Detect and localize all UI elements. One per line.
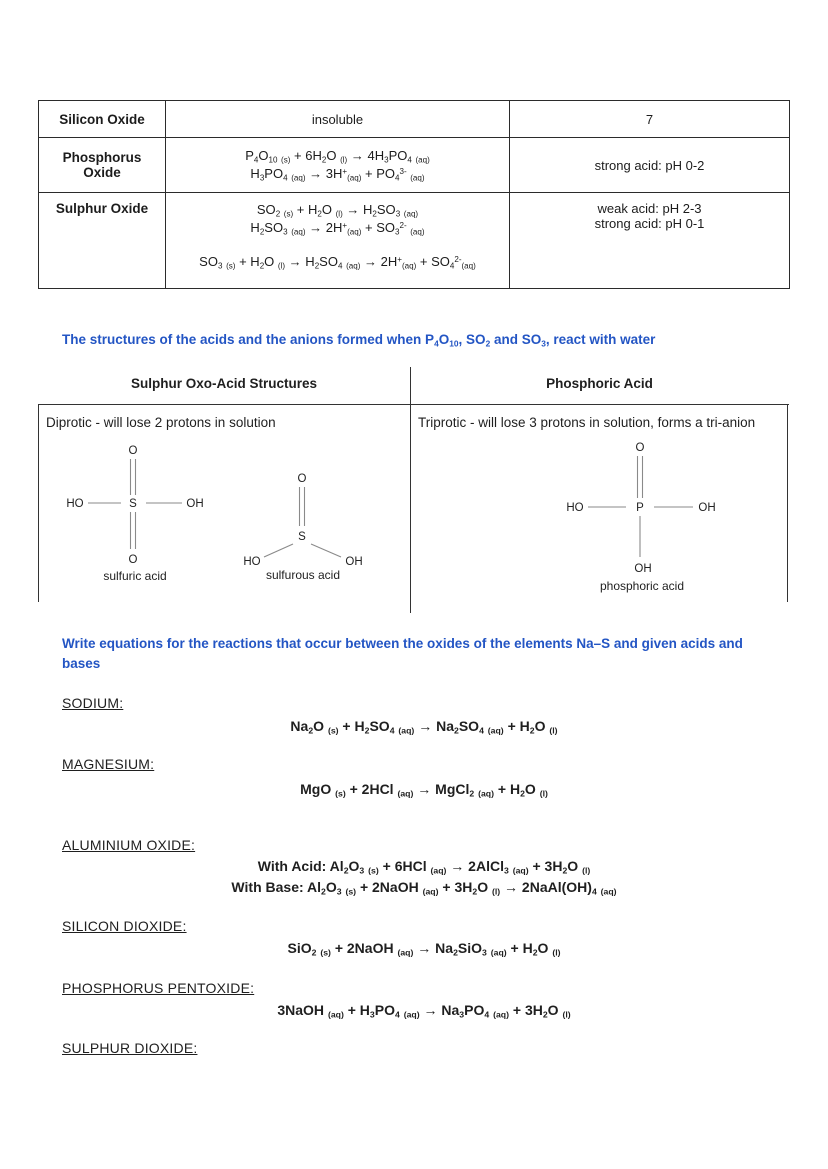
oxide-name-line: Oxide xyxy=(83,165,121,180)
chem-equation: $P_4O_{10}$ $_{(s)} + 6H_2O$ $_{(l)} \to 4H_3PO_4$ $_{(aq)}$ xyxy=(245,148,430,165)
oxide-ph-cell xyxy=(510,193,790,289)
chem-equation: $H_3PO_4$ $_{(aq)} \to 3H^+_{(aq)} + PO_4^{3-}$ $_{(aq)}$ xyxy=(250,166,425,183)
horizontal-rule xyxy=(38,404,789,405)
structure-caption: sulfuric acid xyxy=(103,569,167,583)
sodium-equation: $Na_2O$ $_{(s)} + H_2SO_4$ $_{(aq)} \to Na_2SO_4$ $_{(aq)} + H_2O$ $_{(l)}$ xyxy=(290,718,558,736)
table-row xyxy=(39,193,790,289)
atom-label: P xyxy=(636,502,644,514)
chem-equation: $SO_3$ $_{(s)} + H_2O$ $_{(l)} \to H_2SO_4$ $_{(aq)} \to 2H^+_{(aq)} + SO_4^{2-}_{(aq)}$ xyxy=(199,254,476,271)
spacer xyxy=(170,237,505,253)
atom-label: S xyxy=(298,531,306,543)
oxide-name-cell: Silicon Oxide xyxy=(39,101,166,138)
section-label-text: PHOSPHORUS PENTOXIDE: xyxy=(62,980,255,996)
phosphoric-acid-structure xyxy=(558,432,733,597)
atom-label: OH xyxy=(345,556,363,568)
magnesium-section-label xyxy=(62,756,154,774)
section-label-text: SILICON DIOXIDE: xyxy=(62,918,187,934)
atom-label: O xyxy=(297,473,307,485)
aluminium-equations xyxy=(38,856,810,898)
atom-label: O xyxy=(128,554,138,566)
aluminium-base-equation: With Base: $Al_2O_3$ $_{(s)}$ + 2NaOH $_{(aq)} + 3H_2O$ $_{(l)} \to 2NaAl(OH)_4$ $_{(aq)}$ xyxy=(231,879,617,897)
silicon-section-label xyxy=(62,918,187,936)
aluminium-section-label xyxy=(62,837,195,855)
left-border xyxy=(38,405,39,602)
table-row xyxy=(39,101,790,138)
sulphur-section-label xyxy=(62,1040,197,1058)
triprotic-note: Triprotic - will lose 3 protons in solution, forms a tri-anion xyxy=(418,415,756,430)
atom-label: OH xyxy=(186,498,204,510)
ph-line: weak acid: pH 2-3 xyxy=(597,201,702,216)
oxide-reaction-cell xyxy=(166,193,510,289)
chem-equation: $H_2SO_3$ $_{(aq)} \to 2H^+_{(aq)} + SO_3^{2-}$ $_{(aq)}$ xyxy=(250,220,425,237)
sodium-section-label xyxy=(62,695,123,713)
table-row xyxy=(39,138,790,193)
aluminium-acid-equation: With Acid: $Al_2O_3$ $_{(s)}$ + 6HCl $_{(aq)}$ → 2AlCl$_3$ $_{(aq)} + 3H_2O$ $_{(l)}$ xyxy=(257,858,591,876)
chem-equation: $SO_2$ $_{(s)} + H_2O$ $_{(l)} \to H_2SO_3$ $_{(aq)}$ xyxy=(256,202,419,219)
oxide-name-cell: Sulphur Oxide xyxy=(39,193,166,289)
section-label-text: SODIUM: xyxy=(62,695,124,711)
silicon-equation: SiO$_2$ $_{(s)}$ + 2NaOH $_{(aq)} \to Na_2SiO_3$ $_{(aq)} + H_2O$ $_{(l)}$ xyxy=(287,940,561,958)
atom-label: HO xyxy=(243,556,261,568)
oxide-ph-cell: 7 xyxy=(510,101,790,138)
sulfurous-acid-structure xyxy=(233,460,383,585)
phosphorus-equation: 3NaOH $_{(aq)} + H_3PO_4$ $_{(aq)} \to Na_3PO_4$ $_{(aq)} + 3H_2O$ $_{(l)}$ xyxy=(277,1002,571,1020)
section-label-text: MAGNESIUM: xyxy=(62,756,155,772)
atom-label: S xyxy=(129,498,137,510)
atom-label: HO xyxy=(566,502,584,514)
oxide-ph-cell: strong acid: pH 0-2 xyxy=(510,138,790,193)
phosphorus-section-label xyxy=(62,980,254,998)
structure-caption: sulfurous acid xyxy=(265,568,341,582)
atom-label: OH xyxy=(698,502,716,514)
left-column-header: Sulphur Oxo-Acid Structures xyxy=(130,376,318,391)
oxides-properties-table xyxy=(38,100,790,289)
ph-line: strong acid: pH 0-1 xyxy=(594,216,705,231)
section-label-text: ALUMINIUM OXIDE: xyxy=(62,837,196,853)
diprotic-note: Diprotic - will lose 2 protons in solution xyxy=(46,415,276,430)
oxide-reaction-cell: insoluble xyxy=(166,101,510,138)
sulfuric-acid-structure xyxy=(55,432,225,592)
atom-label: O xyxy=(128,445,138,457)
atom-label: O xyxy=(635,442,645,454)
structure-caption: phosphoric acid xyxy=(599,579,685,593)
atom-label: OH xyxy=(634,563,652,575)
section-label-text: SULPHUR DIOXIDE: xyxy=(62,1040,198,1056)
right-column-header: Phosphoric Acid xyxy=(546,376,653,391)
right-border xyxy=(787,405,788,602)
oxide-name-line: Phosphorus xyxy=(62,150,142,165)
atom-label: HO xyxy=(66,498,84,510)
oxide-reaction-cell xyxy=(166,138,510,193)
column-divider xyxy=(410,367,411,613)
structures-heading: The structures of the acids and the anions formed when $P_4O_{10}$, $SO_2$ and $SO_3$, react with water xyxy=(62,332,656,349)
write-equations-heading: Write equations for the reactions that occur between the oxides of the elements Na–S and given acids and bases xyxy=(62,636,743,671)
oxide-name-cell xyxy=(39,138,166,193)
magnesium-equation: MgO $_{(s)}$ + 2HCl $_{(aq)}$ → MgCl$_2$ $_{(aq)} + H_2O$ $_{(l)}$ xyxy=(300,781,548,799)
